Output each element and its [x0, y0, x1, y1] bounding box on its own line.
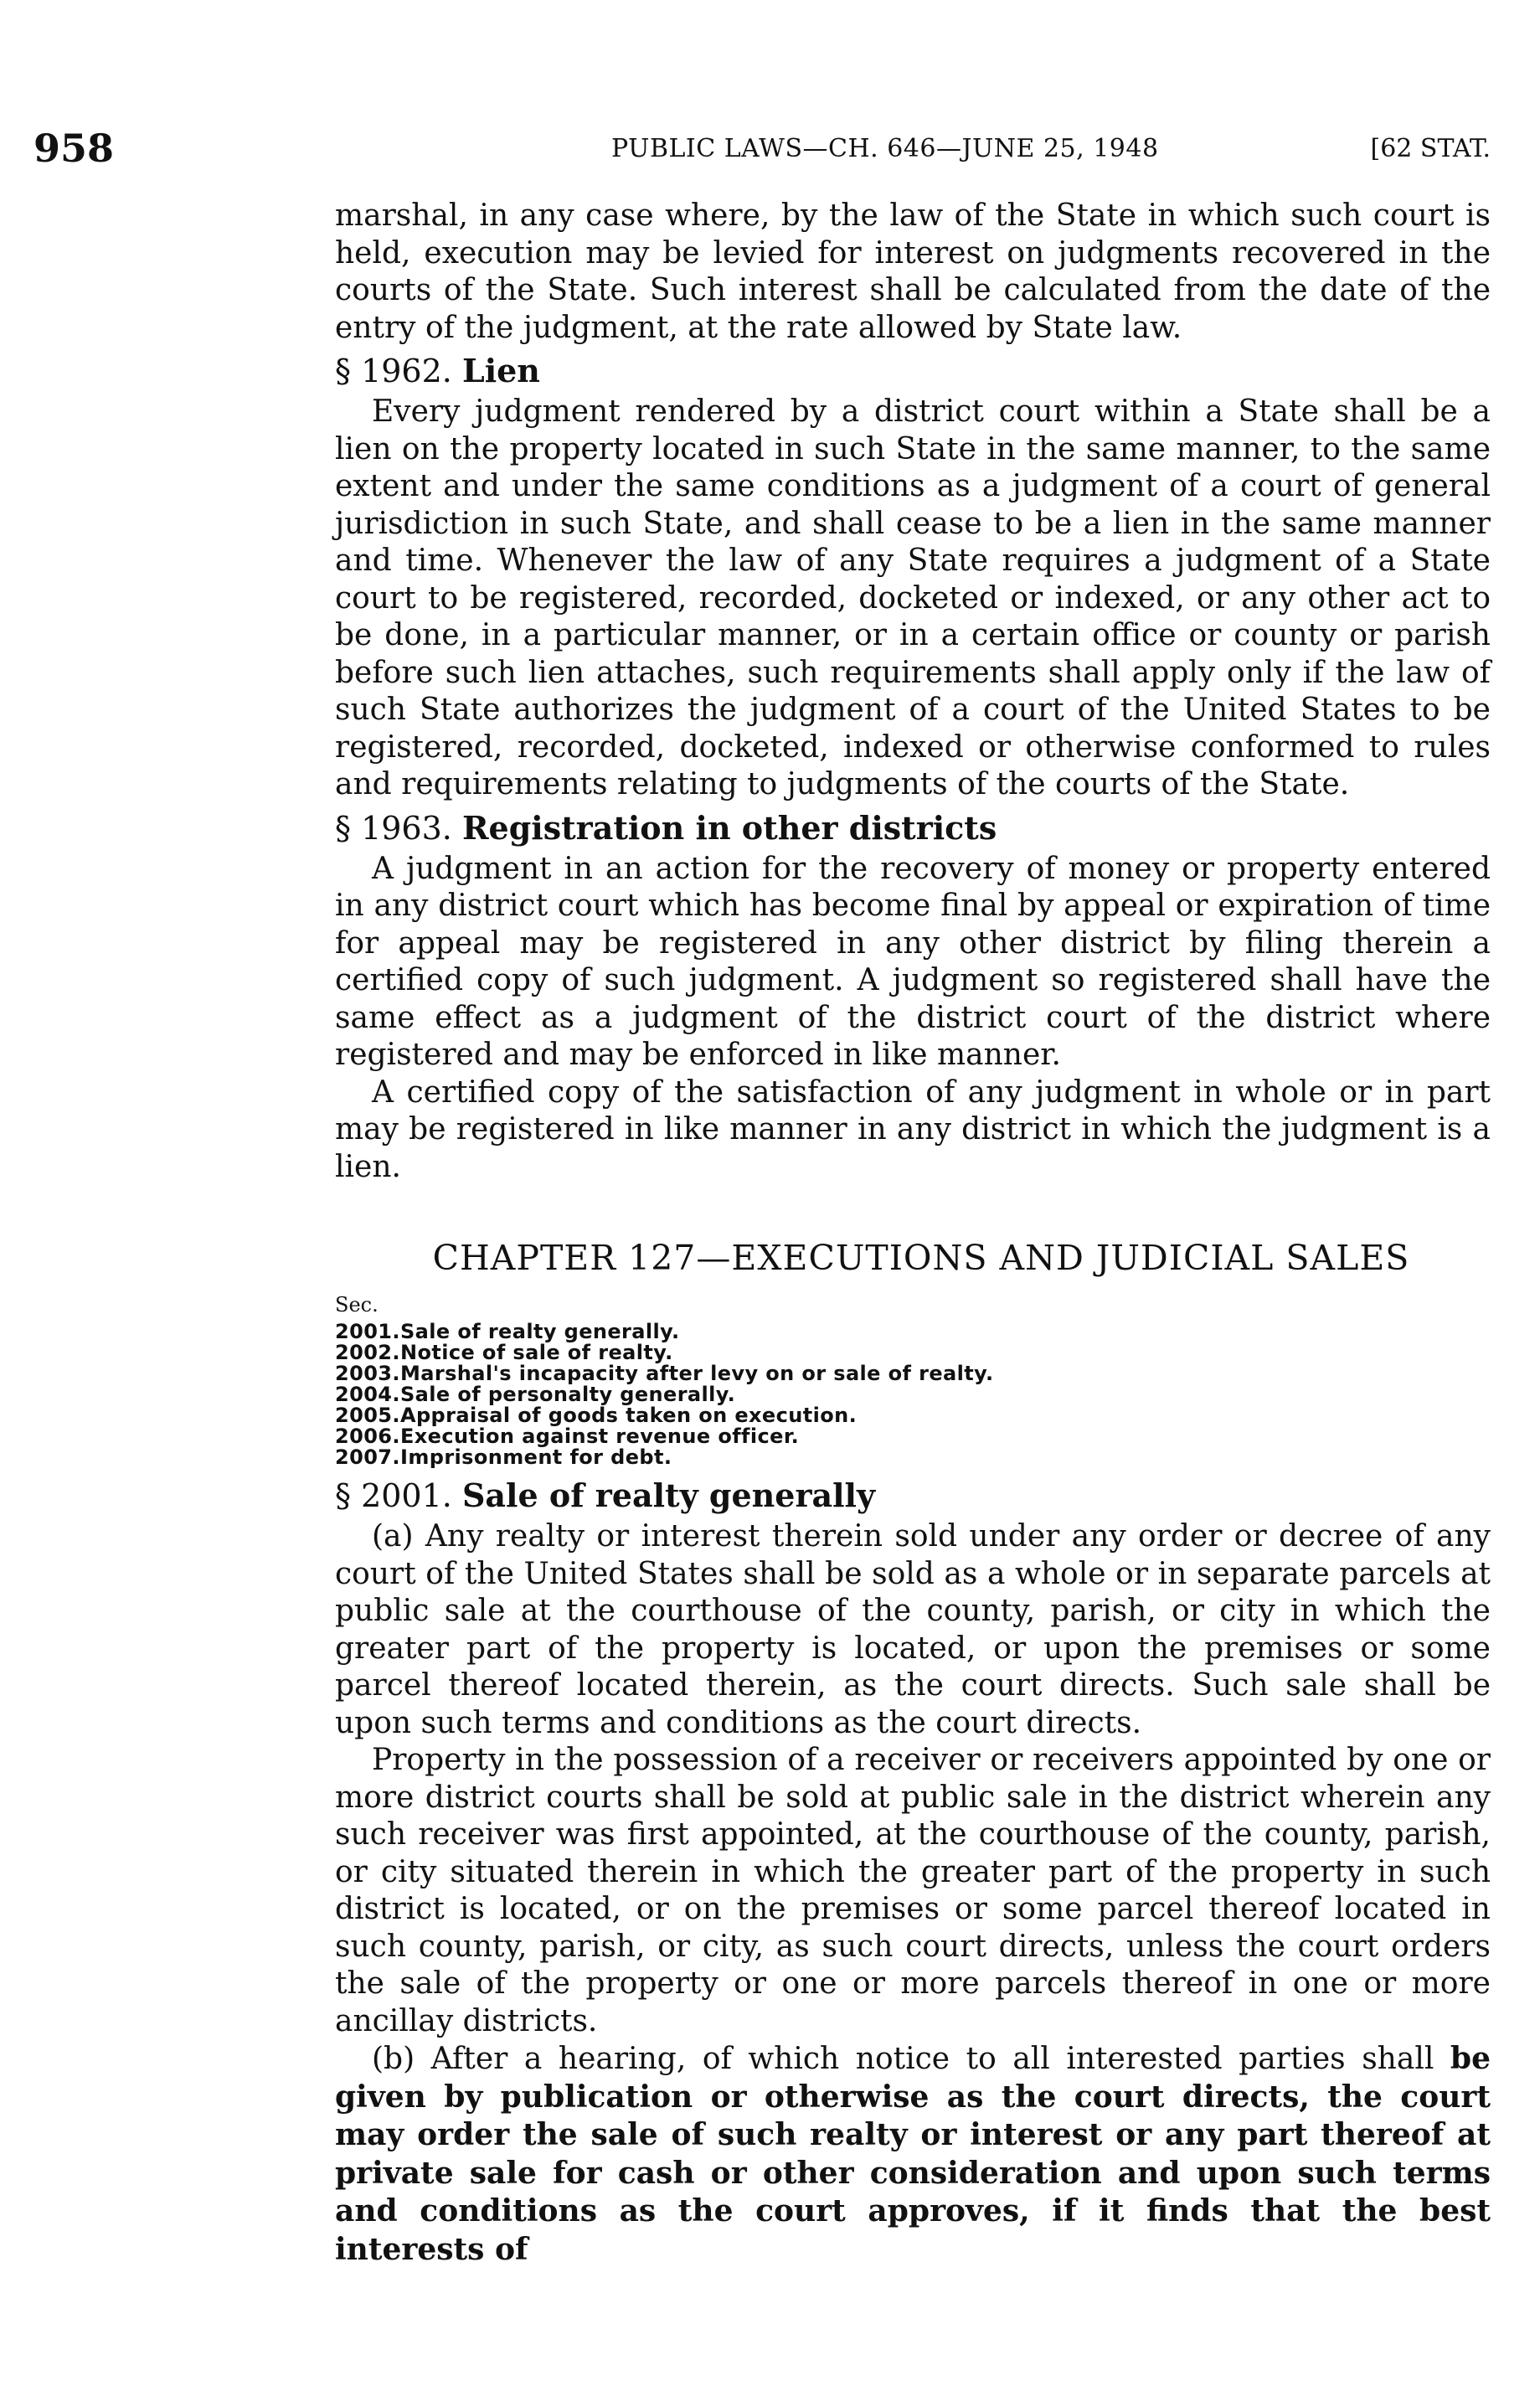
paragraph-2001-b	[335, 2040, 1491, 2269]
section-title: Registration in other districts	[461, 808, 997, 847]
toc-title: Sale of personalty generally.	[400, 1383, 736, 1406]
toc-number: 2002.	[335, 1341, 400, 1364]
section-number: § 1962.	[335, 353, 452, 389]
toc-number: 2005.	[335, 1404, 400, 1427]
paragraph-1963-a: A judgment in an action for the recovery of money or property entered in any district court which has become final by appeal or expiration of time for appeal may be registered in any other district by filing therein a certified copy of such judgment. A judgment so registered shall have the same effect as a judgment of the district court of the district where registered and may be enforced in like manner.	[335, 851, 1491, 1072]
toc-row	[335, 1426, 1491, 1447]
page-body	[335, 198, 1491, 2269]
toc-title: Sale of realty generally.	[400, 1320, 680, 1343]
toc-title: Appraisal of goods taken on execution.	[400, 1404, 858, 1427]
toc-row	[335, 1322, 1491, 1342]
section-number: § 2001.	[335, 1477, 452, 1514]
page-number: 958	[33, 126, 115, 171]
toc-number: 2004.	[335, 1383, 400, 1406]
section-number: § 1963.	[335, 809, 452, 847]
paragraph-continued: marshal, in any case where, by the law of the State in which such court is held, execution may be levied for interest on judgments recovered in the courts of the State. Such interest shall be calculated from the date of the entry of the judgment, at the rate allowed by State law.	[335, 198, 1491, 345]
toc-title: Notice of sale of realty.	[400, 1341, 673, 1364]
toc-title: Execution against revenue officer.	[400, 1425, 800, 1448]
paragraph-2001-a-receivers: Property in the possession of a receiver or receivers appointed by one or more district courts shall be sold at public sale in the district wherein any such receiver was first appointed, at the courthouse of the county, parish, or city situated therein in which the greater part of the property in such district is located, or on the premises or some parcel thereof located in such county, parish, or city, as such court directs, unless the court orders the sale of the property or one or more parcels thereof in one or more ancillay districts.	[335, 1743, 1491, 2038]
chapter-title: CHAPTER 127—EXECUTIONS AND JUDICIAL SALES	[432, 1238, 1410, 1278]
toc-number: 2003.	[335, 1362, 400, 1385]
paragraph-2001-a: (a) Any realty or interest therein sold under any order or decree of any court of the United States shall be sold as a whole or in separate parcels at public sale at the courthouse of the county, parish, or city in which the greater part of the property is located, or upon the premises or some parcel thereof located therein, as the court directs. Such sale shall be upon such terms and conditions as the court directs.	[335, 1519, 1491, 1740]
toc-row	[335, 1342, 1491, 1363]
toc-row	[335, 1384, 1491, 1405]
chapter-contents	[335, 1322, 1491, 1468]
toc-title: Imprisonment for debt.	[400, 1445, 672, 1469]
section-heading-2001	[335, 1473, 1491, 1518]
toc-number: 2006.	[335, 1425, 400, 1448]
toc-title: Marshal's incapacity after levy on or sale of realty.	[400, 1362, 994, 1385]
running-head: PUBLIC LAWS—CH. 646—JUNE 25, 1948	[611, 134, 1159, 163]
toc-number: 2001.	[335, 1320, 400, 1343]
toc-number: 2007.	[335, 1445, 400, 1469]
toc-row	[335, 1405, 1491, 1426]
paragraph-2001-b-bold: be given by publication or otherwise as the court directs, the court may order the sale of such realty or interest or any part thereof at private sale for cash or other consideration and upon such terms and conditions as the court approves, if it finds that the best interests of	[335, 2041, 1491, 2267]
page-header	[33, 126, 1491, 171]
section-heading-1962	[335, 348, 1491, 394]
paragraph-1962: Every judgment rendered by a district court within a State shall be a lien on the property located in such State in the same manner, to the same extent and under the same conditions as a judgment of a court of general jurisdiction in such State, and shall cease to be a lien in the same manner and time. Whenever the law of any State requires a judgment of a State court to be registered, recorded, docketed or indexed, or any other act to be done, in a particular manner, or in a certain office or county or parish before such lien attaches, such requirements shall apply only if the law of such State authorizes the judgment of a court of the United States to be registered, recorded, docketed, indexed or otherwise conformed to rules and requirements relating to judgments of the courts of the State.	[335, 394, 1491, 801]
toc-sec-label: Sec.	[335, 1293, 379, 1317]
section-heading-1963	[335, 806, 1491, 851]
paragraph-1963-b: A certified copy of the satisfaction of any judgment in whole or in part may be registered in like manner in any district in which the judgment is a lien.	[335, 1074, 1491, 1184]
section-title: Lien	[461, 352, 540, 389]
statute-reference: [62 STAT.	[1370, 134, 1491, 163]
paragraph-2001-b-start: (b) After a hearing, of which notice to all interested parties shall	[372, 2042, 1434, 2076]
toc-row	[335, 1363, 1491, 1384]
section-title: Sale of realty generally	[461, 1476, 876, 1514]
toc-row	[335, 1447, 1491, 1468]
